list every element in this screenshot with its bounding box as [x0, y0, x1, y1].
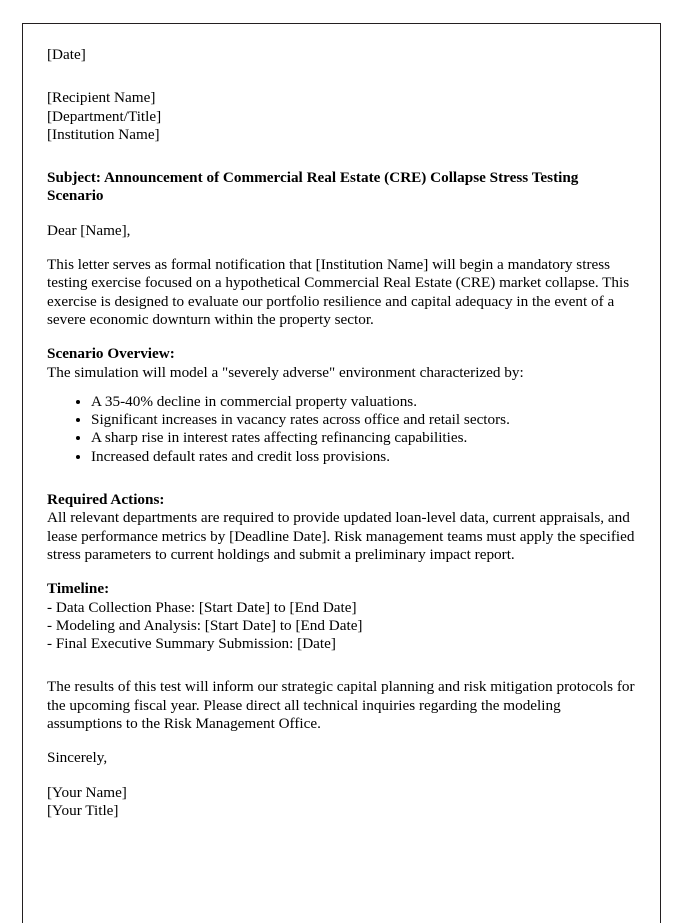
required-actions-paragraph: All relevant departments are required to provide updated loan-level data, current appraisals, and lease performance metrics by [Deadline Date]. Risk management teams must apply the specified stress parameters to current holdings and submit a preliminary impact report. [47, 509, 635, 563]
required-actions-heading: Required Actions: [47, 491, 165, 509]
spacer-after-salutation [47, 240, 638, 256]
date-line: [Date] [47, 46, 86, 63]
spacer-before-signature [47, 768, 638, 784]
spacer-after-address [47, 144, 638, 169]
intro-paragraph: This letter serves as formal notification that [Institution Name] will begin a mandatory stress testing exercise focused on a hypothetical Commercial Real Estate (CRE) market collapse. This exercise is designed to evaluate our portfolio resilience and capital adequacy in the event of a severe economic downturn within the property sector. [47, 256, 630, 328]
recipient-department-line: [Department/Title] [47, 107, 162, 125]
letter-page [22, 23, 661, 923]
list-item: • Increased default rates and credit loss provisions. [91, 448, 638, 466]
timeline-entry: - Final Executive Summary Submission: [Date] [47, 635, 336, 653]
scenario-overview-heading: Scenario Overview: [47, 345, 175, 363]
signature-name: [Your Name] [47, 783, 127, 801]
spacer-before-bullets [47, 382, 638, 393]
spacer-after-date [47, 64, 638, 89]
scenario-overview-lead-in: The simulation will model a "severely adverse" environment characterized by: [47, 363, 524, 381]
timeline-entry: - Modeling and Analysis: [Start Date] to [End Date] [47, 616, 363, 634]
list-item: • A 35-40% decline in commercial property valuations. [91, 393, 638, 411]
salutation: Dear [Name], [47, 221, 131, 239]
recipient-institution-line: [Institution Name] [47, 125, 160, 143]
closing-paragraph: The results of this test will inform our strategic capital planning and risk mitigation protocols for the upcoming fiscal year. Please direct all technical inquiries regarding the modeling assumptions to the Risk Management Office. [47, 678, 635, 733]
spacer-after-required-actions [47, 564, 638, 580]
spacer-after-intro [47, 329, 638, 345]
timeline-entry: - Data Collection Phase: [Start Date] to [End Date] [47, 598, 357, 616]
letter-body [47, 46, 638, 820]
spacer-after-timeline [47, 653, 638, 678]
recipient-name-line: [Recipient Name] [47, 89, 156, 107]
spacer-after-subject [47, 206, 638, 222]
list-item: • Significant increases in vacancy rates across office and retail sectors. [91, 411, 638, 429]
signature-title: [Your Title] [47, 801, 119, 819]
spacer-before-signoff [47, 733, 638, 749]
timeline-heading: Timeline: [47, 580, 110, 598]
subject-line: Subject: Announcement of Commercial Real Estate (CRE) Collapse Stress Testing Scenario [47, 169, 579, 205]
spacer-after-bullets [47, 466, 638, 491]
signoff: Sincerely, [47, 749, 108, 767]
list-item: • A sharp rise in interest rates affecting refinancing capabilities. [91, 429, 638, 447]
scenario-bullet-list [47, 393, 638, 466]
